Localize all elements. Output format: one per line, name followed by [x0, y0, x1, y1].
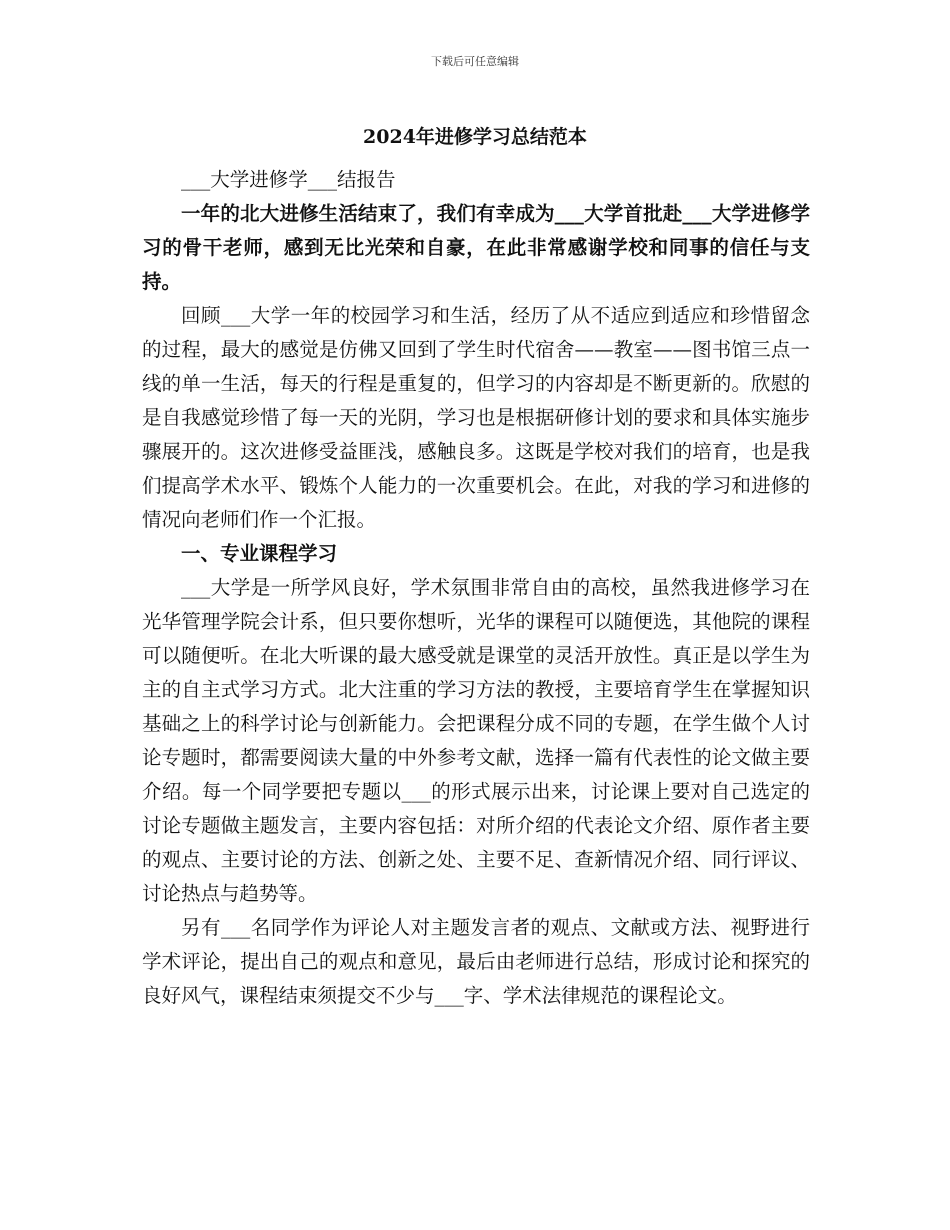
header-note: 下载后可任意编辑	[431, 55, 519, 68]
report-subtitle: ___大学进修学___结报告	[181, 168, 396, 191]
document-body	[142, 163, 810, 1013]
review-paragraph: 回顾___大学一年的校园学习和生活，经历了从不适应到适应和珍惜留念的过程，最大的感觉是仿佛又回到了学生时代宿舍——教室——图书馆三点一线的单一生活，每天的行程是重复的，但学习的内容却是不断更新的。欣慰的是自我感觉珍惜了每一天的光阴，学习也是根据研修计划的要求和具体实施步骤展开的。这次进修受益匪浅，感触良多。这既是学校对我们的培育，也是我们提高学术水平、锻炼个人能力的一次重要机会。在此，对我的学习和进修的情况向老师们作一个汇报。	[142, 304, 810, 531]
intro-paragraph: 一年的北大进修生活结束了，我们有幸成为___大学首批赴___大学进修学习的骨干老师，感到无比光荣和自豪，在此非常感谢学校和同事的信任与支持。	[142, 202, 810, 293]
review-process-paragraph: 另有___名同学作为评论人对主题发言者的观点、文献或方法、视野进行学术评论，提出自己的观点和意见，最后由老师进行总结，形成讨论和探究的良好风气，课程结束须提交不少与___字、学术法律规范的课程论文。	[142, 916, 810, 1007]
document-title: 2024年进修学习总结范本	[363, 126, 587, 148]
section-heading-courses: 一、专业课程学习	[181, 542, 338, 565]
courses-paragraph: ___大学是一所学风良好，学术氛围非常自由的高校，虽然我进修学习在光华管理学院会计系，但只要你想听，光华的课程可以随便选，其他院的课程可以随便听。在北大听课的最大感受就是课堂的灵活开放性。真正是以学生为主的自主式学习方式。北大注重的学习方法的教授，主要培育学生在掌握知识基础之上的科学讨论与创新能力。会把课程分成不同的专题，在学生做个人讨论专题时，都需要阅读大量的中外参考文献，选择一篇有代表性的论文做主要介绍。每一个同学要把专题以___的形式展示出来，讨论课上要对自己选定的讨论专题做主题发言，主要内容包括：对所介绍的代表论文介绍、原作者主要的观点、主要讨论的方法、创新之处、主要不足、查新情况介绍、同行评议、讨论热点与趋势等。	[142, 576, 810, 905]
